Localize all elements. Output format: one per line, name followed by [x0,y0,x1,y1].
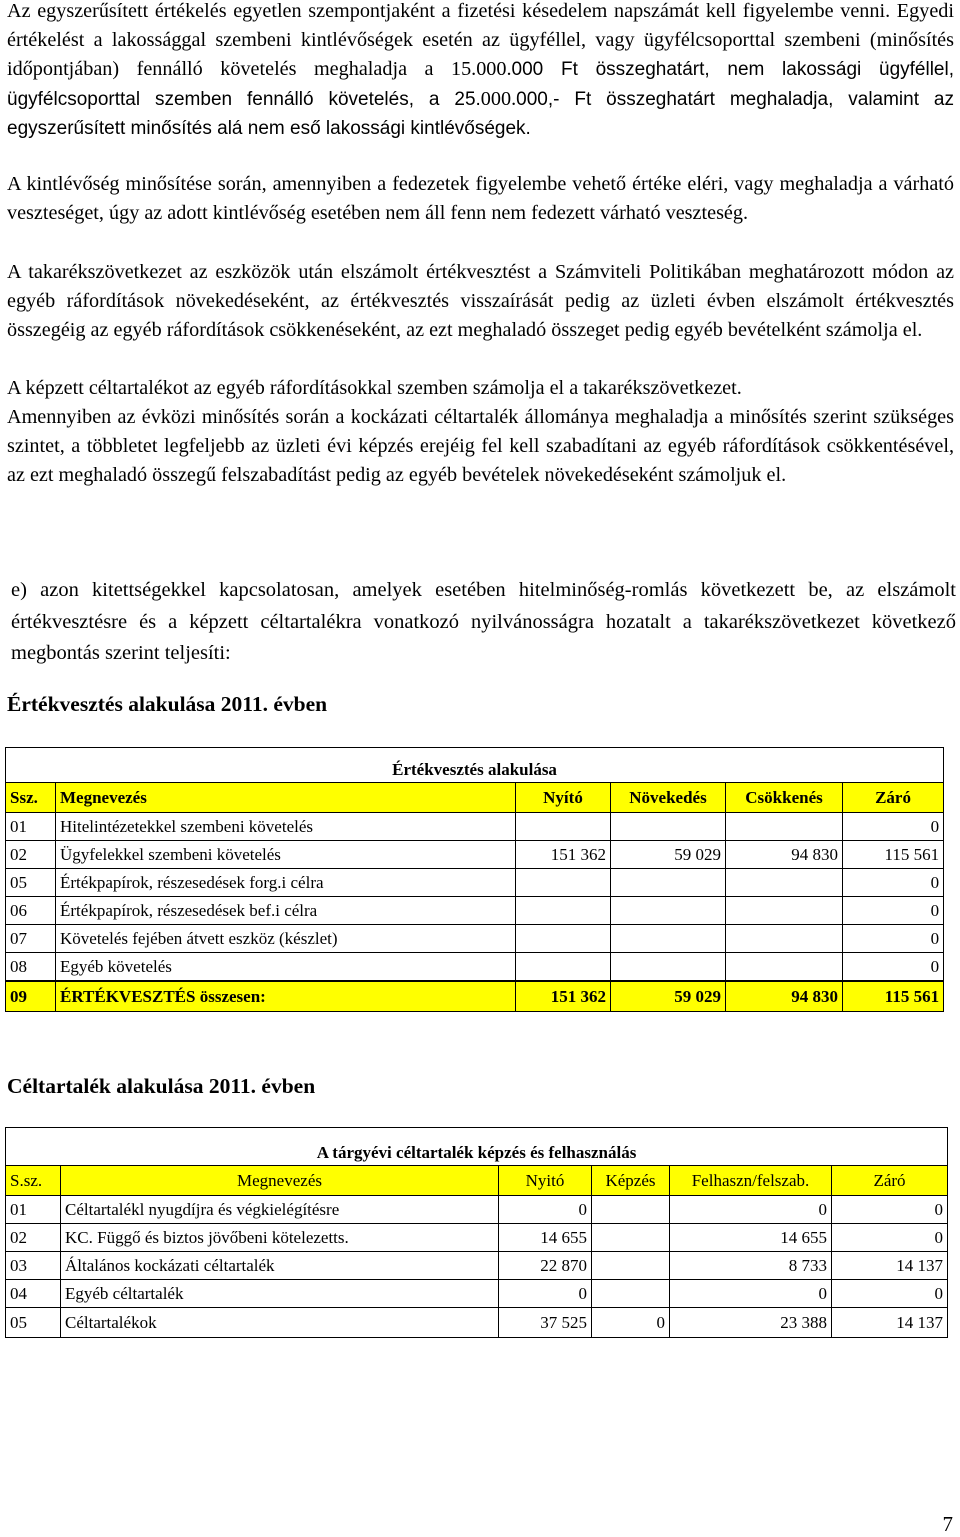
table-header-cell: Növekedés [611,783,726,813]
table-cell [726,897,843,925]
table-cell: 14 655 [499,1224,592,1252]
table-cell: 0 [670,1280,832,1308]
table-header-cell: Csökkenés [726,783,843,813]
table-row [6,1196,948,1224]
table-header-cell: Felhaszn/felszab. [670,1166,832,1196]
table-header-row [6,1166,948,1196]
table-row [6,841,944,869]
table-cell: 14 137 [832,1308,948,1338]
paragraph-collateral: A kintlévőség minősítése során, amennyiben a fedezetek figyelembe vehető értéke eléri, vagy meghaladja a várható veszteséget, úgy az adott kintlévőség esetében nem áll fenn nem fedezett várható veszteség. [7,173,954,225]
table-cell: 94 830 [726,841,843,869]
table-cell: Egyéb követelés [56,953,516,982]
table-cell: 14 137 [832,1252,948,1280]
table-cell [726,925,843,953]
table-cell: 22 870 [499,1252,592,1280]
table-header-cell: Nyító [516,783,611,813]
table-header-cell: Záró [832,1166,948,1196]
table-cell [516,925,611,953]
paragraph-text: 000,- Ft összeghatárt meghaladja, valamint az egyszerűsített minősítés alá nem eső lakossági kintlévőségek. [7,88,954,139]
table-cell: 06 [6,897,56,925]
table-cell: 0 [843,953,944,982]
table-header-cell: Megnevezés [56,783,516,813]
table-cell [726,869,843,897]
table-cell: 23 388 [670,1308,832,1338]
table-cell [592,1196,670,1224]
table-cell: 8 733 [670,1252,832,1280]
table-header-cell: Megnevezés [61,1166,499,1196]
table-row [6,1252,948,1280]
table-cell: Értékpapírok, részesedések bef.i célra [56,897,516,925]
table-cell: 151 362 [516,841,611,869]
table-header-cell: Képzés [592,1166,670,1196]
table-row [6,1280,948,1308]
table-cell [592,1280,670,1308]
table-cell: 05 [6,1308,61,1338]
impairment-table [5,747,944,1012]
table-cell [516,897,611,925]
paragraph-text: 000 Ft összeghatárt, nem lakossági ügyféllel, ügyfélcsoporttal szemben fennálló követelés, a 25. [7,59,954,110]
table-row [6,1308,948,1338]
table-cell: 115 561 [843,841,944,869]
impairment-table-title: Értékvesztés alakulása [6,748,944,783]
table-cell: Egyéb céltartalék [61,1280,499,1308]
table-header-cell: S.sz. [6,1166,61,1196]
table-cell: 59 029 [611,981,726,1012]
paragraph-simplified-valuation [7,0,954,143]
table-cell: 0 [832,1224,948,1252]
table-cell [611,813,726,841]
table-cell: 37 525 [499,1308,592,1338]
table-row [6,925,944,953]
table-row [6,869,944,897]
table-cell: 0 [843,869,944,897]
table-cell: 09 [6,981,56,1012]
paragraph-impairment-accounting: A takarékszövetkezet az eszközök után elszámolt értékvesztést a Számviteli Politikában meghatározott módon az egyéb ráfordítások növekedéseként, az értékvesztés visszaírását pedig az üzleti évben elszámolt értékvesztés összegéig az egyéb ráfordítások csökkenéseként, az ezt meghaladó összeget pedig egyéb bevételként számolja el. [7,261,954,342]
table-cell: Követelés fejében átvett eszköz (készlet) [56,925,516,953]
table-header-row [6,783,944,813]
paragraph-text: 000. [480,87,517,110]
table-cell: 0 [843,925,944,953]
table-cell: 07 [6,925,56,953]
table-cell: 0 [843,813,944,841]
table-cell: 0 [832,1196,948,1224]
table-cell: 02 [6,1224,61,1252]
table-header-cell: Záró [843,783,944,813]
table-cell: 05 [6,869,56,897]
table-cell [592,1224,670,1252]
table-cell: 01 [6,813,56,841]
table-cell: Általános kockázati céltartalék [61,1252,499,1280]
table-cell: 94 830 [726,981,843,1012]
table-row [6,953,944,982]
table-cell [592,1252,670,1280]
paragraph-provision-release: Amennyiben az évközi minősítés során a kockázati céltartalék állománya meghaladja a minősítés szerint szükséges szintet, a többletet legfeljebb az üzleti évi képzés erejéig fel kell szabadítani az egyéb ráfordítások csökkentésével, az ezt meghaladó összegű felszabadítást pedig az egyéb bevételek növekedéseként számoljuk el. [7,406,954,487]
table-total-row [6,981,944,1012]
table-cell: KC. Függő és biztos jövőbeni kötelezetts. [61,1224,499,1252]
table-cell [611,925,726,953]
provision-table [5,1127,948,1338]
table-row [6,813,944,841]
table-cell [611,897,726,925]
table-cell [726,953,843,982]
table-cell [611,869,726,897]
paragraph-disclosure-e: e) azon kitettségekkel kapcsolatosan, amelyek esetében hitelminőség-romlás következett be, az elszámolt értékvesztésre és a képzett céltartalékra vonatkozó nyilvánosságra hozatalt a takarékszövetkezet következő megbontás szerint teljesíti: [11,579,956,664]
table-cell [516,813,611,841]
table-cell: 0 [670,1196,832,1224]
table-cell: 01 [6,1196,61,1224]
table-cell [516,953,611,982]
table-cell: 0 [499,1280,592,1308]
table-cell [726,813,843,841]
table-cell: 04 [6,1280,61,1308]
paragraph-text: Az egyszerűsített értékelés egyetlen szempontjaként a fizetési késedelem napszámát kell figyelembe venni. Egyedi értékelést a lakossággal szembeni kintlévőségek esetén az ügyféllel, vagy ügyfélcsoporttal szembeni (minősítés időpontjában) fennálló követelés meghaladja a 15.000. [7,0,954,81]
table-cell: 08 [6,953,56,982]
table-cell: Hitelintézetekkel szembeni követelés [56,813,516,841]
table-cell: Ügyfelekkel szembeni követelés [56,841,516,869]
section-heading-provision: Céltartalék alakulása 2011. évben [7,1074,316,1098]
table-cell: 0 [843,897,944,925]
table-cell: 0 [499,1196,592,1224]
provision-table-title: A tárgyévi céltartalék képzés és felhasználás [6,1128,948,1166]
table-cell [516,869,611,897]
table-cell: ÉRTÉKVESZTÉS összesen: [56,981,516,1012]
table-cell: 59 029 [611,841,726,869]
table-cell: Céltartalékok [61,1308,499,1338]
table-cell: 115 561 [843,981,944,1012]
page-number: 7 [942,1512,953,1536]
table-header-cell: Ssz. [6,783,56,813]
table-row [6,1224,948,1252]
paragraph-provision: A képzett céltartalékot az egyéb ráfordításokkal szemben számolja el a takarékszövetkezet. [7,377,742,399]
table-cell [611,953,726,982]
table-cell: 14 655 [670,1224,832,1252]
section-heading-impairment: Értékvesztés alakulása 2011. évben [7,692,328,716]
table-cell: Értékpapírok, részesedések forg.i célra [56,869,516,897]
table-cell: 02 [6,841,56,869]
table-cell: 0 [832,1280,948,1308]
table-header-cell: Nyitó [499,1166,592,1196]
table-cell: 0 [592,1308,670,1338]
table-cell: 151 362 [516,981,611,1012]
table-cell: 03 [6,1252,61,1280]
table-row [6,897,944,925]
table-cell: Céltartalékl nyugdíjra és végkielégítésre [61,1196,499,1224]
